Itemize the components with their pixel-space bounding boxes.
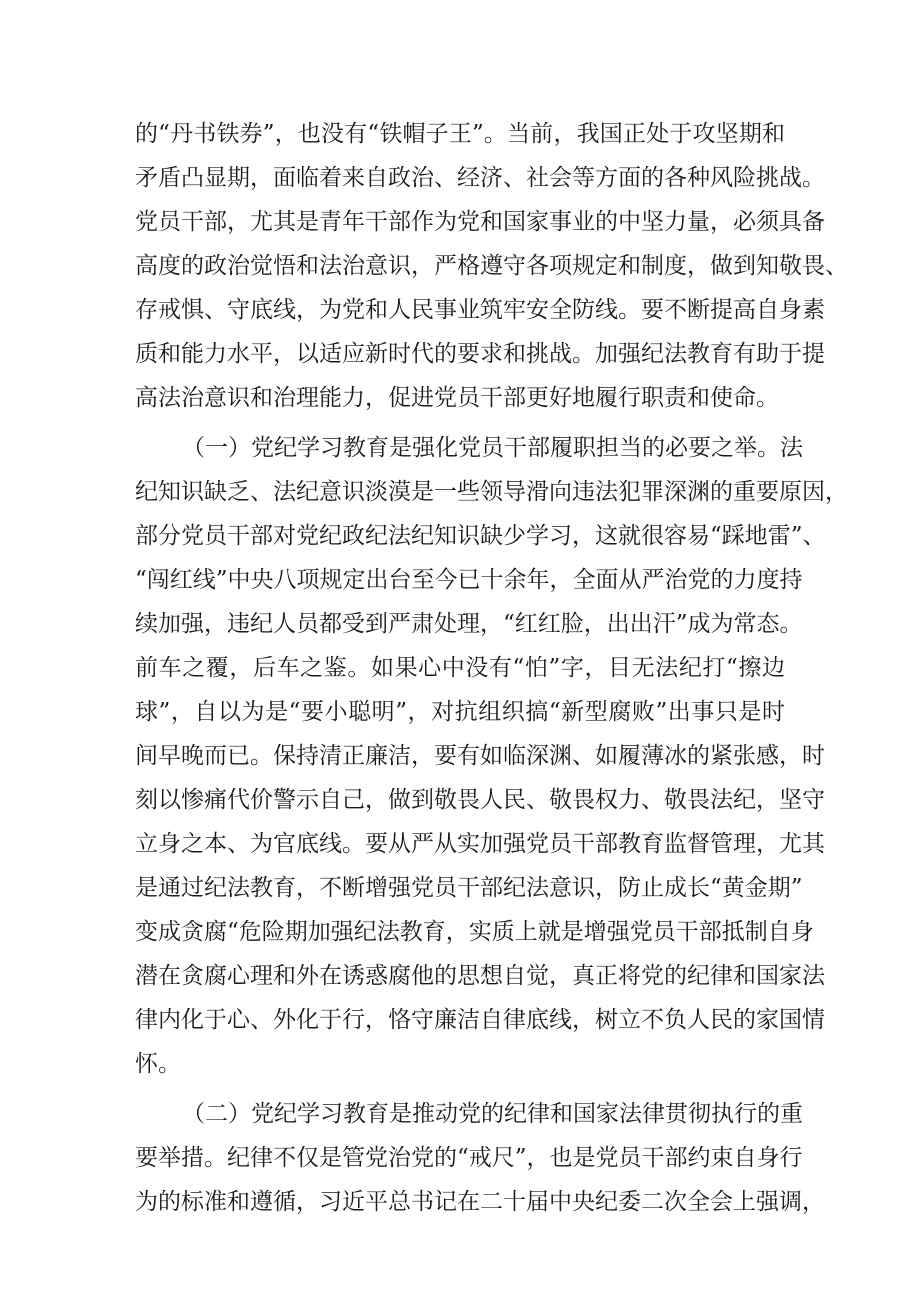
text-line: 高度的政治觉悟和法治意识，严格遵守各项规定和制度，做到知敬畏、: [135, 253, 848, 279]
text-line: 为的标准和遵循，习近平总书记在二十届中央纪委二次全会上强调，: [135, 1189, 825, 1215]
text-line: 刻以惨痛代价警示自己，做到敬畏人民、敬畏权力、敬畏法纪，坚守: [135, 787, 825, 813]
text-line: 部分党员干部对党纪政纪法纪知识缺少学习，这就很容易“踩地雷”、: [135, 523, 826, 549]
text-line: 间早晚而已。保持清正廉洁，要有如临深渊、如履薄冰的紧张感，时: [135, 743, 825, 769]
text-line: 怀。: [135, 1051, 181, 1077]
text-line: 律内化于心、外化于行，恪守廉洁自律底线，树立不负人民的家国情: [135, 1007, 825, 1033]
text-line: 矛盾凸显期，面临着来自政治、经济、社会等方面的各种风险挑战。: [135, 165, 825, 191]
text-line: 质和能力水平，以适应新时代的要求和挑战。加强纪法教育有助于提: [135, 341, 825, 367]
text-line: 球”，自以为是“要小聪明”，对抗组织搞“新型腐败”出事只是时: [135, 699, 785, 725]
text-line: 前车之覆，后车之鉴。如果心中没有“怕”字，目无法纪打“擦边: [135, 655, 785, 681]
text-line: “闯红线”中央八项规定出台至今已十余年，全面从严治党的力度持: [135, 567, 803, 593]
text-line: 纪知识缺乏、法纪意识淡漠是一些领导滑向违法犯罪深渊的重要原因，: [135, 479, 848, 505]
text-line: 立身之本、为官底线。要从严从实加强党员干部教育监督管理，尤其: [135, 831, 825, 857]
text-line: 存戒惧、守底线，为党和人民事业筑牢安全防线。要不断提高自身素: [135, 297, 825, 323]
paragraph-heading-line: （二）党纪学习教育是推动党的纪律和国家法律贯彻执行的重: [182, 1101, 803, 1127]
text-line: 的“丹书铁券”，也没有“铁帽子王”。当前，我国正处于攻坚期和: [135, 121, 785, 147]
text-line: 续加强，违纪人员都受到严肃处理，“红红脸，出出汗”成为常态。: [135, 611, 803, 637]
text-line: 要举措。纪律不仅是管党治党的“戒尺”，也是党员干部约束自身行: [135, 1145, 803, 1171]
text-line: 党员干部，尤其是青年干部作为党和国家事业的中坚力量，必须具备: [135, 209, 825, 235]
text-line: 潜在贪腐心理和外在诱惑腐他的思想自觉，真正将党的纪律和国家法: [135, 963, 825, 989]
text-line: 是通过纪法教育，不断增强党员干部纪法意识，防止成长“黄金期”: [135, 875, 803, 901]
text-line: 高法治意识和治理能力，促进党员干部更好地履行职责和使命。: [135, 385, 779, 411]
text-line: 变成贪腐“危险期加强纪法教育，实质上就是增强党员干部抵制自身: [135, 919, 814, 945]
paragraph-heading-line: （一）党纪学习教育是强化党员干部履职担当的必要之举。法: [182, 435, 803, 461]
